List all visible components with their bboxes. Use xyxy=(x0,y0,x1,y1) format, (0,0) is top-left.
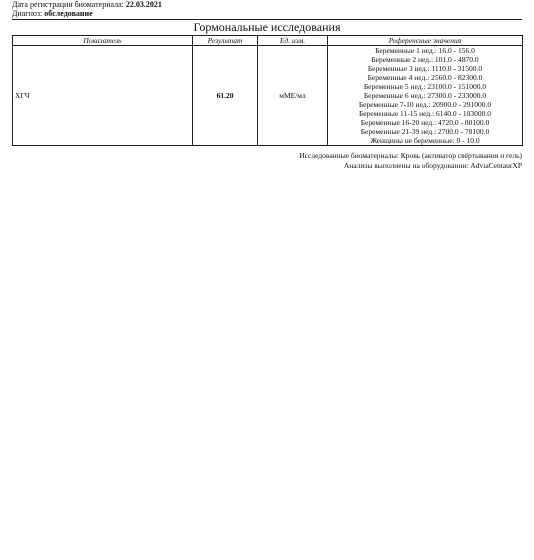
unit-cell: мМЕ/мл xyxy=(258,46,328,146)
registration-date-value: 22.03.2021 xyxy=(125,0,162,9)
reference-range-item: Беременные 2 нед.: 101.0 - 4870.0 xyxy=(371,55,479,64)
reference-range-item: Беременные 11-15 нед.: 6140.0 - 103000.0 xyxy=(358,109,492,118)
biomaterials-note: Исследованные биоматериалы: Кровь (активатор свёртывания и гель) xyxy=(299,151,522,160)
column-header-reference: Референсные значения xyxy=(328,36,523,46)
reference-range-item: Беременные 7-10 нед.: 20900.0 - 291000.0 xyxy=(358,100,492,109)
column-header-unit: Ед. изм. xyxy=(258,36,328,46)
section-title: Гормональные исследования xyxy=(193,20,341,34)
diagnosis-line xyxy=(12,9,93,18)
table-row xyxy=(13,46,523,146)
reference-range-item: Беременные 4 нед.: 2560.0 - 82300.0 xyxy=(367,73,483,82)
table-header-row xyxy=(13,36,523,46)
reference-range-item: Беременные 1 нед.: 16.0 - 156.0 xyxy=(375,46,475,55)
column-header-indicator: Показатель xyxy=(13,36,193,46)
diagnosis-label: Диагноз: xyxy=(12,9,43,18)
column-header-result: Результат xyxy=(193,36,258,46)
reference-range-item: Беременные 21-39 нед.: 2700.0 - 78100.0 xyxy=(360,127,490,136)
reference-range-item: Беременные 3 нед.: 1110.0 - 31500.0 xyxy=(367,64,483,73)
registration-date-line xyxy=(12,0,162,9)
diagnosis-value: обследование xyxy=(44,9,93,18)
results-table xyxy=(12,35,523,146)
reference-cell xyxy=(328,46,523,146)
reference-range-item: Беременные 16-20 нед.: 4720.0 - 80100.0 xyxy=(360,118,490,127)
registration-date-label: Дата регистрации биоматериала: xyxy=(12,0,124,9)
reference-range-item: Женщины не беременные: 0 - 10.0 xyxy=(370,136,480,145)
indicator-cell: ХГЧ xyxy=(13,46,193,146)
reference-range-item: Беременные 6 нед.: 27300.0 - 233000.0 xyxy=(363,91,487,100)
result-cell: 61.20 xyxy=(193,46,258,146)
equipment-note: Анализы выполнены на оборудовании: AdviaCentaurXP xyxy=(343,161,522,170)
reference-range-item: Беременные 5 нед.: 23100.0 - 151000.0 xyxy=(363,82,487,91)
